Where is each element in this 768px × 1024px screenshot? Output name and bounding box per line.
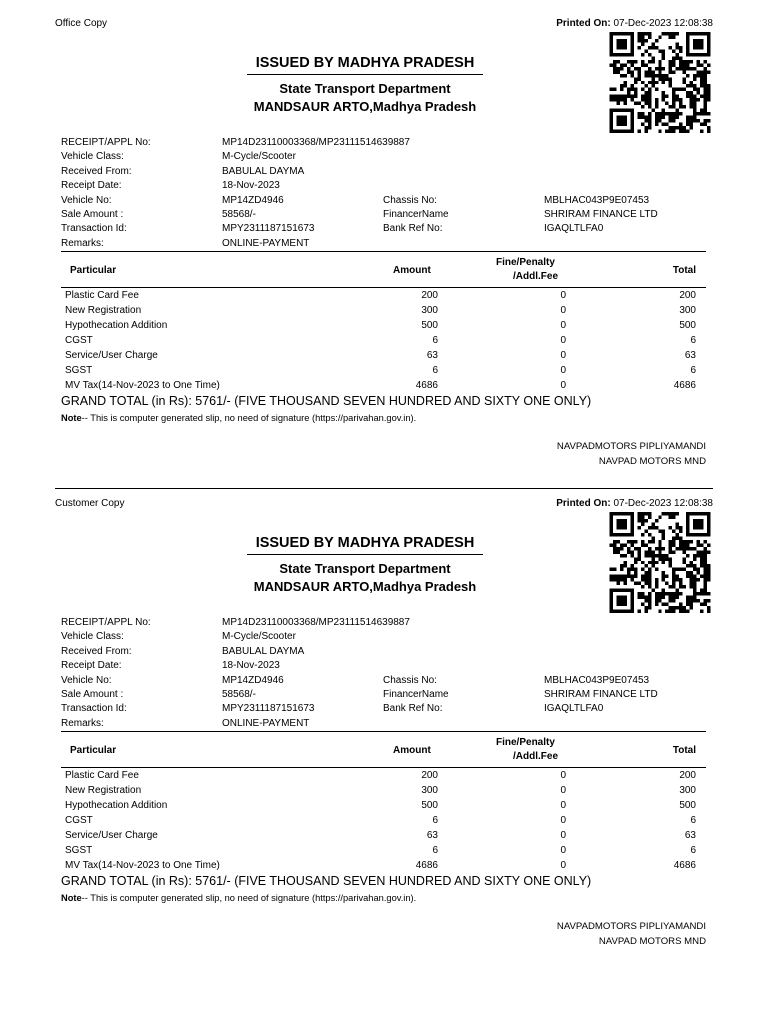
bank-ref-number: IGAQLTLFA0 [544, 703, 604, 715]
receipt-date: 18-Nov-2023 [222, 660, 280, 672]
col-header-fine: Fine/Penalty [496, 737, 555, 748]
col-header-fine: Fine/Penalty [496, 257, 555, 268]
note-text: -- This is computer generated slip, no need of signature (https://parivahan.gov.in). [81, 893, 417, 903]
cell-amount: 200 [421, 770, 438, 781]
chassis-number: MBLHAC043P9E07453 [544, 194, 650, 206]
copy-label: Office Copy [55, 18, 108, 29]
dealer-name: NAVPADMOTORS PIPLIYAMANDI [556, 921, 706, 932]
note-label: Note [61, 893, 82, 903]
table-row [61, 335, 706, 350]
info-labels-left [61, 136, 151, 251]
dealer-short-name: NAVPAD MOTORS MND [598, 936, 706, 947]
cell-amount: 63 [426, 350, 438, 361]
field-label: Vehicle No: [61, 194, 112, 206]
issued-by-heading: ISSUED BY MADHYA PRADESH [247, 535, 483, 555]
cell-particular: CGST [65, 815, 93, 826]
cell-amount: 6 [432, 335, 438, 346]
table-row [61, 350, 706, 365]
cell-amount: 300 [421, 785, 438, 796]
received-from: BABULAL DAYMA [222, 645, 305, 657]
cell-amount: 500 [421, 320, 438, 331]
cell-fine: 0 [560, 815, 566, 826]
printed-on-label: Printed On: [556, 18, 611, 29]
field-label: Transaction Id: [61, 703, 127, 715]
cell-total: 63 [684, 830, 696, 841]
transaction-id: MPY2311187151673 [222, 703, 315, 715]
cell-particular: MV Tax(14-Nov-2023 to One Time) [65, 860, 220, 871]
field-label: Received From: [61, 645, 132, 657]
sale-amount: 58568/- [222, 688, 256, 700]
cell-fine: 0 [560, 305, 566, 316]
col-header-particular: Particular [70, 265, 117, 276]
col-header-particular: Particular [70, 745, 117, 756]
field-label: Chassis No: [383, 194, 437, 206]
cell-particular: SGST [65, 365, 93, 376]
receipt-date: 18-Nov-2023 [222, 180, 280, 192]
field-label: RECEIPT/APPL No: [61, 617, 151, 628]
cell-particular: Service/User Charge [65, 350, 158, 361]
department-name: State Transport Department [279, 81, 451, 96]
cell-total: 4686 [673, 860, 696, 871]
cell-fine: 0 [560, 365, 566, 376]
table-row [61, 815, 706, 830]
office-copy [0, 0, 768, 480]
issued-by-heading: ISSUED BY MADHYA PRADESH [247, 55, 483, 75]
field-label: Receipt Date: [61, 180, 122, 192]
col-header-addl-fee: /Addl.Fee [513, 751, 559, 762]
cell-total: 200 [679, 290, 696, 301]
cell-fine: 0 [560, 770, 566, 781]
dealer-short-name: NAVPAD MOTORS MND [598, 456, 706, 467]
qr-code-icon [606, 32, 714, 133]
receipt-number: MP14D23110003368/MP23111514639887 [222, 617, 410, 628]
chassis-number: MBLHAC043P9E07453 [544, 674, 650, 686]
cell-fine: 0 [560, 380, 566, 391]
table-row [61, 290, 706, 305]
cell-total: 6 [690, 815, 696, 826]
table-row [61, 830, 706, 845]
customer-copy [0, 480, 768, 960]
copy-label: Customer Copy [55, 498, 125, 509]
printed-on-label: Printed On: [556, 498, 611, 509]
info-values-left [222, 616, 410, 731]
info-values-left [222, 136, 410, 251]
cell-amount: 6 [432, 845, 438, 856]
cell-amount: 63 [426, 830, 438, 841]
financer-name: SHRIRAM FINANCE LTD [544, 208, 658, 220]
cell-fine: 0 [560, 350, 566, 361]
remarks: ONLINE-PAYMENT [222, 237, 310, 249]
field-label: RECEIPT/APPL No: [61, 137, 151, 148]
cell-amount: 4686 [415, 380, 438, 391]
transaction-id: MPY2311187151673 [222, 223, 315, 235]
cell-particular: Hypothecation Addition [65, 320, 168, 331]
cell-fine: 0 [560, 335, 566, 346]
fee-table-body [61, 290, 706, 395]
department-name: State Transport Department [279, 561, 451, 576]
office-name: MANDSAUR ARTO,Madhya Pradesh [253, 99, 477, 114]
col-header-amount: Amount [393, 745, 431, 756]
cell-total: 200 [679, 770, 696, 781]
note-label: Note [61, 413, 82, 423]
field-label: FinancerName [383, 208, 449, 220]
cell-particular: Plastic Card Fee [65, 290, 139, 301]
grand-total: GRAND TOTAL (in Rs): 5761/- (FIVE THOUSAND SEVEN HUNDRED AND SIXTY ONE ONLY) [61, 394, 592, 408]
field-label: Transaction Id: [61, 223, 127, 235]
table-row [61, 800, 706, 815]
field-label: Remarks: [61, 717, 104, 729]
cell-total: 6 [690, 365, 696, 376]
field-label: Receipt Date: [61, 660, 122, 672]
table-row [61, 320, 706, 335]
cell-fine: 0 [560, 785, 566, 796]
dealer-name: NAVPADMOTORS PIPLIYAMANDI [556, 441, 706, 452]
cell-total: 63 [684, 350, 696, 361]
table-header-rule [61, 287, 706, 288]
printed-on [556, 18, 713, 29]
field-label: Received From: [61, 165, 132, 177]
table-row [61, 845, 706, 860]
info-values-right [544, 674, 658, 717]
cell-particular: New Registration [65, 785, 142, 796]
info-labels-right [383, 674, 449, 717]
table-row [61, 305, 706, 320]
table-row [61, 365, 706, 380]
cell-amount: 6 [432, 365, 438, 376]
col-header-total: Total [672, 745, 696, 756]
cell-particular: Plastic Card Fee [65, 770, 139, 781]
vehicle-number: MP14ZD4946 [222, 194, 284, 206]
info-labels-right [383, 194, 449, 237]
cell-amount: 300 [421, 305, 438, 316]
info-values-right [544, 194, 658, 237]
vehicle-class: M-Cycle/Scooter [222, 151, 296, 163]
field-label: FinancerName [383, 688, 449, 700]
field-label: Sale Amount : [61, 688, 124, 700]
cell-total: 4686 [673, 380, 696, 391]
cell-fine: 0 [560, 800, 566, 811]
sale-amount: 58568/- [222, 208, 256, 220]
cell-fine: 0 [560, 845, 566, 856]
cell-fine: 0 [560, 830, 566, 841]
col-header-total: Total [672, 265, 696, 276]
cell-total: 6 [690, 335, 696, 346]
cell-total: 500 [679, 800, 696, 811]
cell-amount: 4686 [415, 860, 438, 871]
note [61, 413, 416, 423]
table-row [61, 785, 706, 800]
field-label: Vehicle Class: [61, 631, 124, 643]
info-labels-left [61, 616, 151, 731]
cell-fine: 0 [560, 860, 566, 871]
vehicle-number: MP14ZD4946 [222, 674, 284, 686]
col-header-addl-fee: /Addl.Fee [513, 271, 559, 282]
cell-amount: 6 [432, 815, 438, 826]
table-row [61, 770, 706, 785]
note [61, 893, 416, 903]
cell-particular: CGST [65, 335, 93, 346]
vehicle-class: M-Cycle/Scooter [222, 631, 296, 643]
table-row [61, 380, 706, 395]
cell-total: 6 [690, 845, 696, 856]
field-label: Remarks: [61, 237, 104, 249]
fee-table-body [61, 770, 706, 875]
printed-on-value: 07-Dec-2023 12:08:38 [613, 18, 713, 29]
table-top-rule [61, 251, 706, 252]
printed-on-value: 07-Dec-2023 12:08:38 [613, 498, 713, 509]
table-top-rule [61, 731, 706, 732]
cell-amount: 200 [421, 290, 438, 301]
remarks: ONLINE-PAYMENT [222, 717, 310, 729]
field-label: Bank Ref No: [383, 703, 443, 715]
cell-total: 300 [679, 305, 696, 316]
col-header-amount: Amount [393, 265, 431, 276]
financer-name: SHRIRAM FINANCE LTD [544, 688, 658, 700]
receipt-number: MP14D23110003368/MP23111514639887 [222, 137, 410, 148]
printed-on [556, 498, 713, 509]
note-text: -- This is computer generated slip, no need of signature (https://parivahan.gov.in). [81, 413, 417, 423]
cell-total: 500 [679, 320, 696, 331]
office-name: MANDSAUR ARTO,Madhya Pradesh [253, 579, 477, 594]
cell-total: 300 [679, 785, 696, 796]
bank-ref-number: IGAQLTLFA0 [544, 223, 604, 235]
cell-particular: Hypothecation Addition [65, 800, 168, 811]
field-label: Chassis No: [383, 674, 437, 686]
cell-particular: Service/User Charge [65, 830, 158, 841]
field-label: Vehicle Class: [61, 151, 124, 163]
cell-fine: 0 [560, 290, 566, 301]
field-label: Vehicle No: [61, 674, 112, 686]
cell-particular: MV Tax(14-Nov-2023 to One Time) [65, 380, 220, 391]
grand-total: GRAND TOTAL (in Rs): 5761/- (FIVE THOUSAND SEVEN HUNDRED AND SIXTY ONE ONLY) [61, 874, 592, 888]
field-label: Sale Amount : [61, 208, 124, 220]
table-row [61, 860, 706, 875]
cell-fine: 0 [560, 320, 566, 331]
table-header-rule [61, 767, 706, 768]
cell-particular: SGST [65, 845, 93, 856]
cell-amount: 500 [421, 800, 438, 811]
field-label: Bank Ref No: [383, 223, 443, 235]
received-from: BABULAL DAYMA [222, 165, 305, 177]
qr-code-icon [606, 512, 714, 613]
cell-particular: New Registration [65, 305, 142, 316]
